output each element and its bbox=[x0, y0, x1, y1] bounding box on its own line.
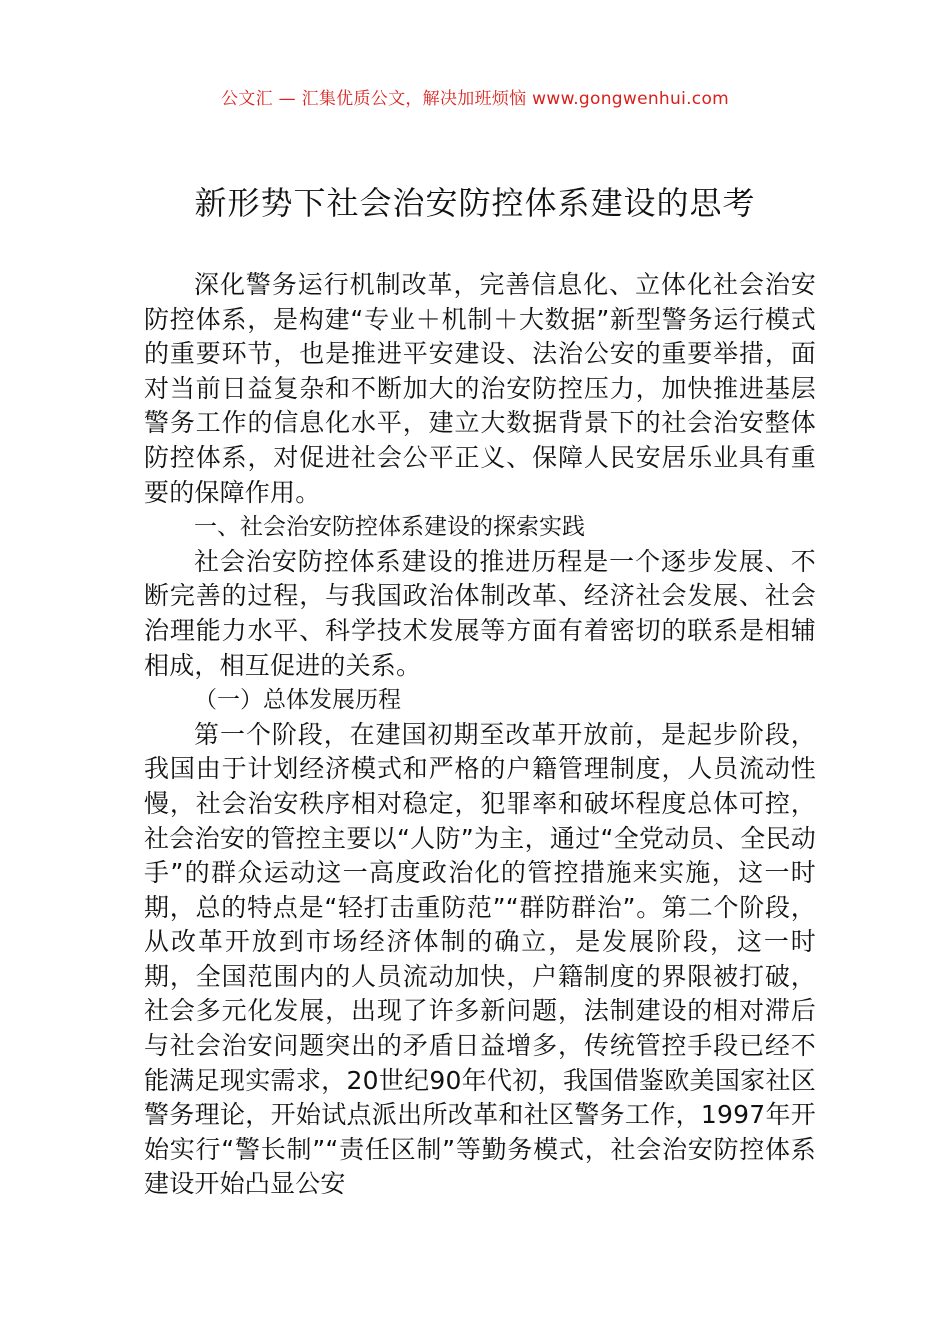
section-heading-1: 一、社会治安防控体系建设的探索实践 bbox=[194, 514, 585, 541]
website-header-banner: 公文汇 — 汇集优质公文，解决加班烦恼 www.gongwenhui.com bbox=[220, 89, 730, 109]
subsection-heading-1: （一）总体发展历程 bbox=[194, 687, 401, 714]
subsection-1-paragraph: 第一个阶段，在建国初期至改革开放前，是起步阶段，我国由于计划经济模式和严格的户籍管理制度，人员流动性慢，社会治安秩序相对稳定，犯罪率和破坏程度总体可控，社会治安的管控主要以“人防”为主，通过“全党动员、全民动手”的群众运动这一高度政治化的管控措施来实施，这一时期，总的特点是“轻打击重防范”“群防群治”。第二个阶段，从改革开放到市场经济体制的确立，是发展阶段，这一时期，全国范围内的人员流动加快，户籍制度的界限被打破，社会多元化发展，出现了许多新问题，法制建设的相对滞后与社会治安问题突出的矛盾日益增多，传统管控手段已经不能满足现实需求，20世纪90年代初，我国借鉴欧美国家社区警务理论，开始试点派出所改革和社区警务工作，1997年开始实行“警长制”“责任区制”等勤务模式，社会治安防控体系建设开始凸显公安 bbox=[144, 719, 816, 1199]
section-1-paragraph: 社会治安防控体系建设的推进历程是一个逐步发展、不断完善的过程，与我国政治体制改革、经济社会发展、社会治理能力水平、科学技术发展等方面有着密切的联系是相辅相成，相互促进的关系。 bbox=[144, 546, 816, 680]
intro-paragraph: 深化警务运行机制改革，完善信息化、立体化社会治安防控体系，是构建“专业＋机制＋大数据”新型警务运行模式的重要环节，也是推进平安建设、法治公安的重要举措，面对当前日益复杂和不断加大的治安防控压力，加快推进基层警务工作的信息化水平，建立大数据背景下的社会治安整体防控体系，对促进社会公平正义、保障人民安居乐业具有重要的保障作用。 bbox=[144, 270, 816, 507]
document-title: 新形势下社会治安防控体系建设的思考 bbox=[194, 184, 756, 222]
document-body bbox=[144, 268, 816, 1202]
